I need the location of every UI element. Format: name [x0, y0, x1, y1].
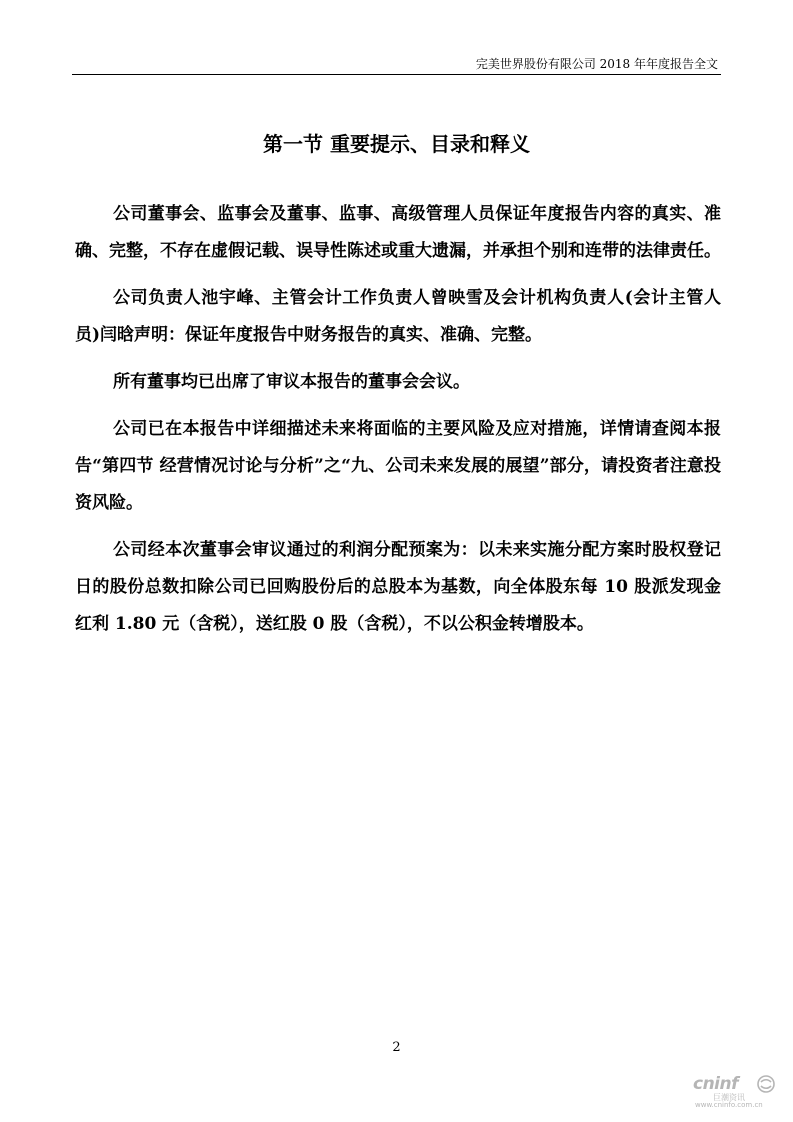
running-header: 完美世界股份有限公司 2018 年年度报告全文 — [475, 57, 718, 71]
paragraph-risk-notice: 公司已在本报告中详细描述未来将面临的主要风险及应对措施，详情请查阅本报告“第四节 经营情况讨论与分析”之“九、公司未来发展的展望”部分，请投资者注意投资风险。 — [75, 419, 721, 513]
cninfo-watermark — [693, 1074, 778, 1110]
watermark-url: www.cninfo.com.cn — [695, 1101, 763, 1109]
page-number: 2 — [392, 1040, 401, 1055]
section-title: 第一节 重要提示、目录和释义 — [263, 132, 530, 156]
body-text — [75, 196, 721, 653]
paragraph-accuracy-statement: 公司董事会、监事会及董事、监事、高级管理人员保证年度报告内容的真实、准确、完整，不存在虚假记载、误导性陈述或重大遗漏，并承担个别和连带的法律责任。 — [75, 204, 721, 261]
watermark-chinese-name: 巨潮资讯 — [713, 1093, 745, 1102]
paragraph-responsible-persons: 公司负责人池宇峰、主管会计工作负责人曾映雪及会计机构负责人(会计主管人员)闫晗声明：保证年度报告中财务报告的真实、准确、完整。 — [75, 288, 721, 345]
cninfo-logo-icon — [757, 1075, 775, 1093]
paragraph-profit-distribution: 公司经本次董事会审议通过的利润分配预案为：以未来实施分配方案时股权登记日的股份总数扣除公司已回购股份后的总股本为基数，向全体股东每 10 股派发现金红利 1.80 元（含税），送红股 0 股（含税），不以公积金转增股本。 — [75, 540, 721, 634]
watermark-brand: cninf — [693, 1074, 739, 1094]
header-divider — [72, 74, 721, 75]
paragraph-board-attendance: 所有董事均已出席了审议本报告的董事会会议。 — [113, 372, 470, 392]
